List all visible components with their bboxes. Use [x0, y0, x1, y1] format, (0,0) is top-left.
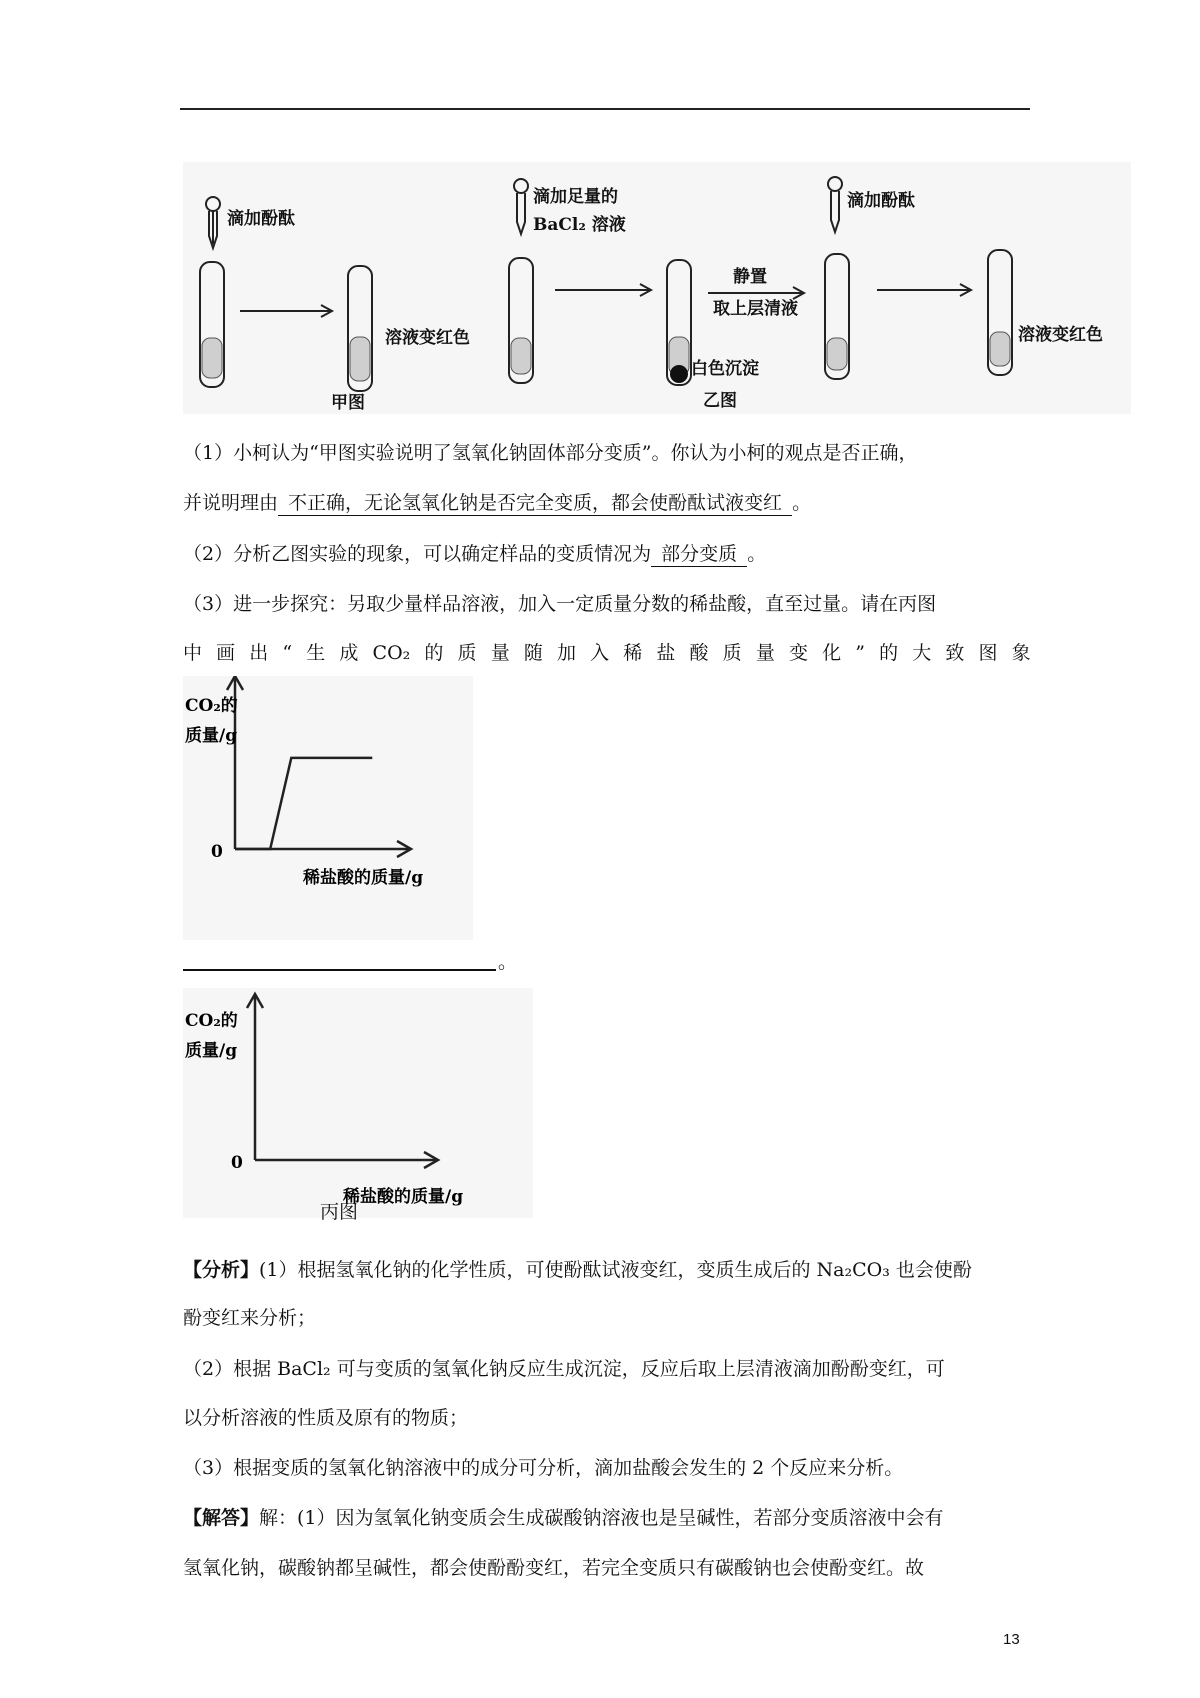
q3-line2	[183, 641, 1031, 665]
q3-line2-char: 加	[556, 642, 576, 664]
dropper-icon	[514, 179, 528, 234]
answer-chart-svg	[183, 676, 473, 940]
q3-line2-char: 大	[912, 642, 932, 664]
blank-chart-svg	[183, 988, 533, 1218]
answer-p1a	[183, 1506, 944, 1530]
q2-suffix: 。	[747, 543, 767, 565]
q2-prefix: （2）分析乙图实验的现象，可以确定样品的变质情况为	[183, 543, 652, 565]
label-red-2: 溶液变红色	[1018, 325, 1103, 345]
q3-line2-char: 画	[216, 642, 236, 664]
q3-end: 。	[498, 951, 518, 973]
q1-suffix: 。	[792, 492, 812, 514]
analysis-p2a: （2）根据 BaCl₂ 可与变质的氢氧化钠反应生成沉淀，反应后取上层清液滴加酚酚变红，可	[183, 1358, 945, 1380]
label-add-phenol-2: 滴加酚酞	[847, 191, 915, 211]
arrow-icon	[708, 287, 804, 299]
label-red-1: 溶液变红色	[385, 328, 470, 348]
analysis-p1b: 酚变红来分析；	[183, 1307, 317, 1329]
white-precipitate-icon	[670, 365, 688, 383]
q3-line2-char: 生	[306, 642, 326, 664]
y-axis-label-line1: CO₂的	[185, 1011, 238, 1031]
q3-line2-char: 象	[1011, 642, 1031, 664]
q3-line2-char: ”	[855, 642, 865, 664]
blank-chart	[183, 988, 533, 1218]
analysis-p1a-text: (1）根据氢氧化钠的化学性质，可使酚酞试液变红，变质生成后的 Na₂CO₃ 也会使酚	[259, 1259, 972, 1281]
q3-line2-char: 的	[879, 642, 899, 664]
chart-caption-bing: 丙图	[320, 1202, 359, 1223]
q3-line2-char: 的	[424, 642, 444, 664]
q3-line2-char: CO₂	[372, 642, 411, 664]
x-axis-label: 稀盐酸的质量/g	[343, 1187, 464, 1207]
dropper-icon	[206, 197, 220, 248]
q1-line2	[183, 491, 811, 515]
label-jia: 甲图	[331, 393, 365, 413]
q3-line2-char: 量	[755, 642, 775, 664]
label-settle: 静置	[733, 267, 767, 287]
q2-answer: 部分变质	[651, 543, 747, 567]
q3-line2-char: 质	[722, 642, 742, 664]
q3-line1: （3）进一步探究：另取少量样品溶液，加入一定质量分数的稀盐酸，直至过量。请在丙图	[183, 593, 937, 615]
origin-label: 0	[211, 842, 223, 862]
dropper-icon	[828, 177, 842, 232]
q2-line	[183, 542, 766, 566]
q3-line2-char: 量	[490, 642, 510, 664]
y-axis-label-line2: 质量/g	[185, 726, 238, 746]
q3-line2-char: 质	[457, 642, 477, 664]
analysis-p2b: 以分析溶液的性质及原有的物质；	[183, 1407, 469, 1429]
experiment-figure	[183, 162, 1131, 414]
origin-label: 0	[231, 1153, 243, 1173]
q3-line2-char: 成	[339, 642, 359, 664]
header-rule	[180, 108, 1030, 110]
arrow-icon	[240, 305, 332, 317]
q3-line2-char: 酸	[689, 642, 709, 664]
series-line	[235, 758, 372, 849]
analysis-p3: （3）根据变质的氢氧化钠溶液中的成分可分析，滴加盐酸会发生的 2 个反应来分析。	[183, 1457, 904, 1479]
answer-blank-line	[183, 969, 496, 971]
q3-line2-char: 出	[249, 642, 269, 664]
q1-answer: 不正确，无论氢氧化钠是否完全变质，都会使酚酞试液变红	[278, 492, 792, 516]
q3-line2-char: “	[282, 642, 293, 664]
q3-line2-char: 变	[788, 642, 808, 664]
label-add-bacl2-1: 滴加足量的	[533, 187, 618, 207]
q3-line2-char: 致	[945, 642, 965, 664]
analysis-p1a	[183, 1258, 972, 1282]
analysis-tag: 【分析】	[183, 1259, 260, 1281]
y-axis-label-line2: 质量/g	[185, 1041, 238, 1061]
q3-line2-char: 化	[822, 642, 842, 664]
arrow-icon	[555, 284, 651, 296]
q1-prefix: 并说明理由	[183, 492, 279, 514]
answer-tag: 【解答】	[183, 1507, 260, 1529]
label-yi: 乙图	[703, 391, 737, 411]
label-add-bacl2-2: BaCl₂ 溶液	[533, 215, 626, 235]
answer-chart	[183, 676, 473, 940]
label-white-ppt: 白色沉淀	[691, 359, 759, 379]
q3-line2-char: 中	[183, 642, 203, 664]
q3-line2-char: 稀	[623, 642, 643, 664]
q3-line2-char: 图	[978, 642, 998, 664]
x-axis-label: 稀盐酸的质量/g	[303, 868, 424, 888]
answer-p1a-text: 解：(1）因为氢氧化钠变质会生成碳酸钠溶液也是呈碱性，若部分变质溶液中会有	[259, 1507, 944, 1529]
q3-line2-char: 入	[590, 642, 610, 664]
y-axis-label-line1: CO₂的	[185, 696, 238, 716]
page-number: 13	[1003, 1631, 1020, 1648]
q3-line2-char: 随	[523, 642, 543, 664]
label-add-phenol-1: 滴加酚酞	[227, 209, 295, 229]
answer-p1b: 氢氧化钠，碳酸钠都呈碱性，都会使酚酚变红，若完全变质只有碳酸钠也会使酚变红。故	[183, 1557, 925, 1579]
q1-line1: （1）小柯认为“甲图实验说明了氢氧化钠固体部分变质”。你认为小柯的观点是否正确，	[183, 442, 918, 464]
q3-line2-char: 盐	[656, 642, 676, 664]
experiment-diagram	[183, 162, 1131, 414]
arrow-icon	[877, 284, 971, 296]
label-take-clear: 取上层清液	[713, 299, 798, 319]
